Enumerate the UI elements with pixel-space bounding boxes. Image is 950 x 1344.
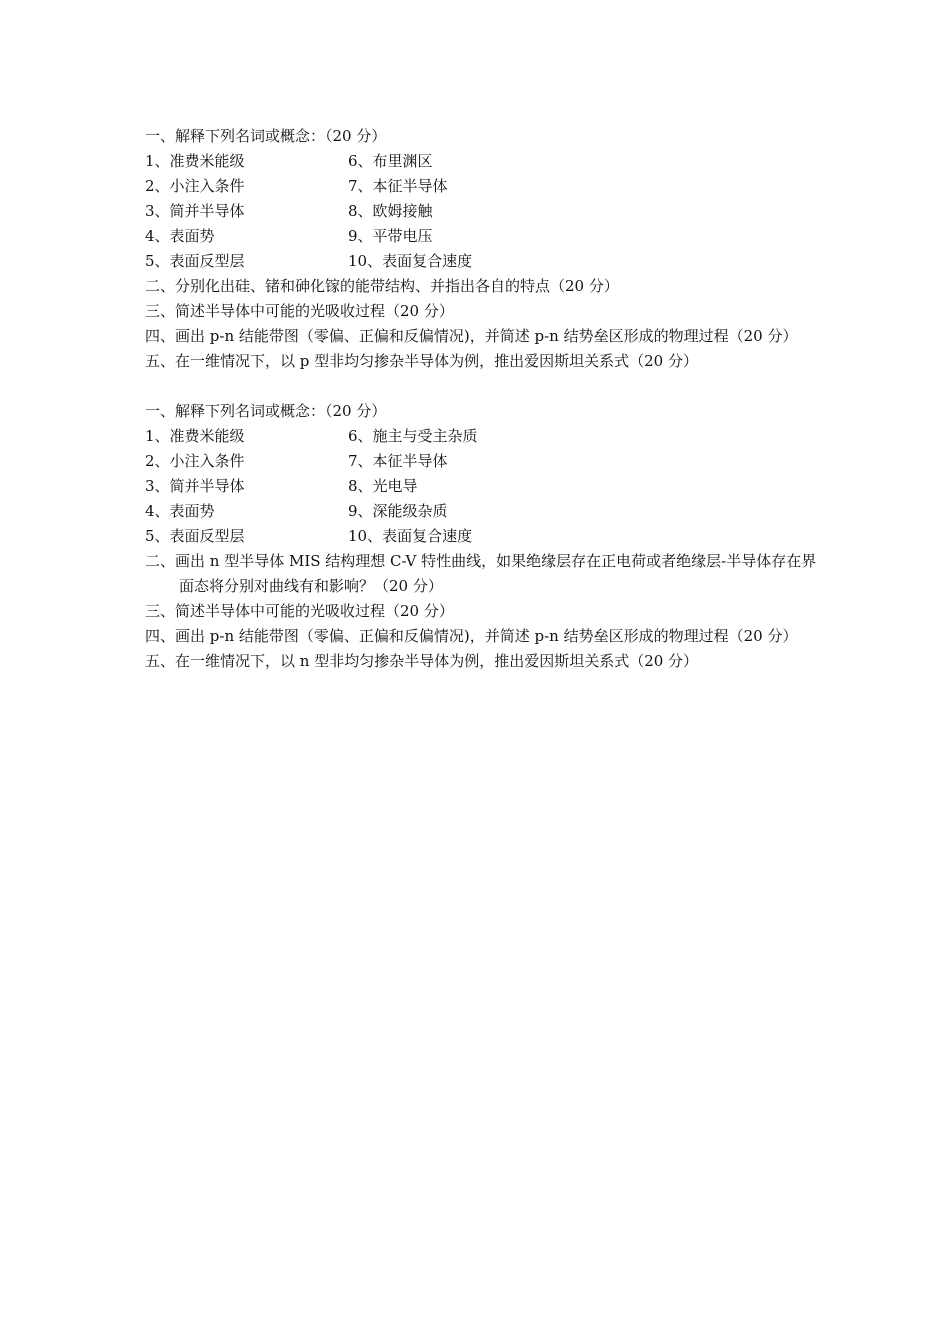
question-3: 三、简述半导体中可能的光吸收过程（20 分） (145, 602, 454, 620)
question-5: 五、在一维情况下，以 n 型非均匀掺杂半导体为例，推出爱因斯坦关系式（20 分） (145, 652, 699, 670)
term-row (145, 424, 817, 449)
term-item: 9、平带电压 (348, 227, 433, 245)
term-item: 6、施主与受主杂质 (348, 427, 478, 445)
term-item: 3、简并半导体 (145, 202, 245, 220)
term-item: 7、本征半导体 (348, 177, 448, 195)
question-5: 五、在一维情况下，以 p 型非均匀掺杂半导体为例，推出爱因斯坦关系式（20 分） (145, 352, 698, 370)
term-row (145, 499, 817, 524)
term-item: 4、表面势 (145, 502, 215, 520)
term-item: 2、小注入条件 (145, 452, 245, 470)
section-1-heading: 一、解释下列名词或概念：（20 分） (145, 402, 387, 420)
term-item: 1、准费米能级 (145, 427, 245, 445)
exam-version-2 (145, 399, 817, 674)
question-4: 四、画出 p-n 结能带图（零偏、正偏和反偏情况)，并简述 p-n 结势垒区形成的物理过程（20 分） (145, 627, 798, 645)
exam-version-1 (145, 124, 817, 374)
term-item: 1、准费米能级 (145, 152, 245, 170)
question-3: 三、简述半导体中可能的光吸收过程（20 分） (145, 302, 454, 320)
term-item: 10、表面复合速度 (348, 527, 473, 545)
term-row (145, 449, 817, 474)
question-4: 四、画出 p-n 结能带图（零偏、正偏和反偏情况)，并简述 p-n 结势垒区形成的物理过程（20 分） (145, 327, 798, 345)
term-item: 9、深能级杂质 (348, 502, 448, 520)
term-item: 3、简并半导体 (145, 477, 245, 495)
term-item: 10、表面复合速度 (348, 252, 473, 270)
term-row (145, 174, 817, 199)
term-item: 8、欧姆接触 (348, 202, 433, 220)
term-item: 8、光电导 (348, 477, 418, 495)
term-row (145, 474, 817, 499)
term-item: 6、布里渊区 (348, 152, 433, 170)
term-row (145, 199, 817, 224)
term-row (145, 149, 817, 174)
question-2: 二、画出 n 型半导体 MIS 结构理想 C-V 特性曲线，如果绝缘层存在正电荷或者绝缘层-半导体存在界面态将分别对曲线有和影响？（20 分） (145, 552, 817, 595)
term-item: 5、表面反型层 (145, 527, 245, 545)
exam-page (145, 124, 817, 674)
term-item: 5、表面反型层 (145, 252, 245, 270)
term-item: 2、小注入条件 (145, 177, 245, 195)
term-row (145, 249, 817, 274)
term-item: 4、表面势 (145, 227, 215, 245)
term-item: 7、本征半导体 (348, 452, 448, 470)
term-row (145, 224, 817, 249)
section-1-heading: 一、解释下列名词或概念：（20 分） (145, 127, 387, 145)
question-2: 二、分别化出硅、锗和砷化镓的能带结构、并指出各自的特点（20 分） (145, 277, 619, 295)
term-row (145, 524, 817, 549)
